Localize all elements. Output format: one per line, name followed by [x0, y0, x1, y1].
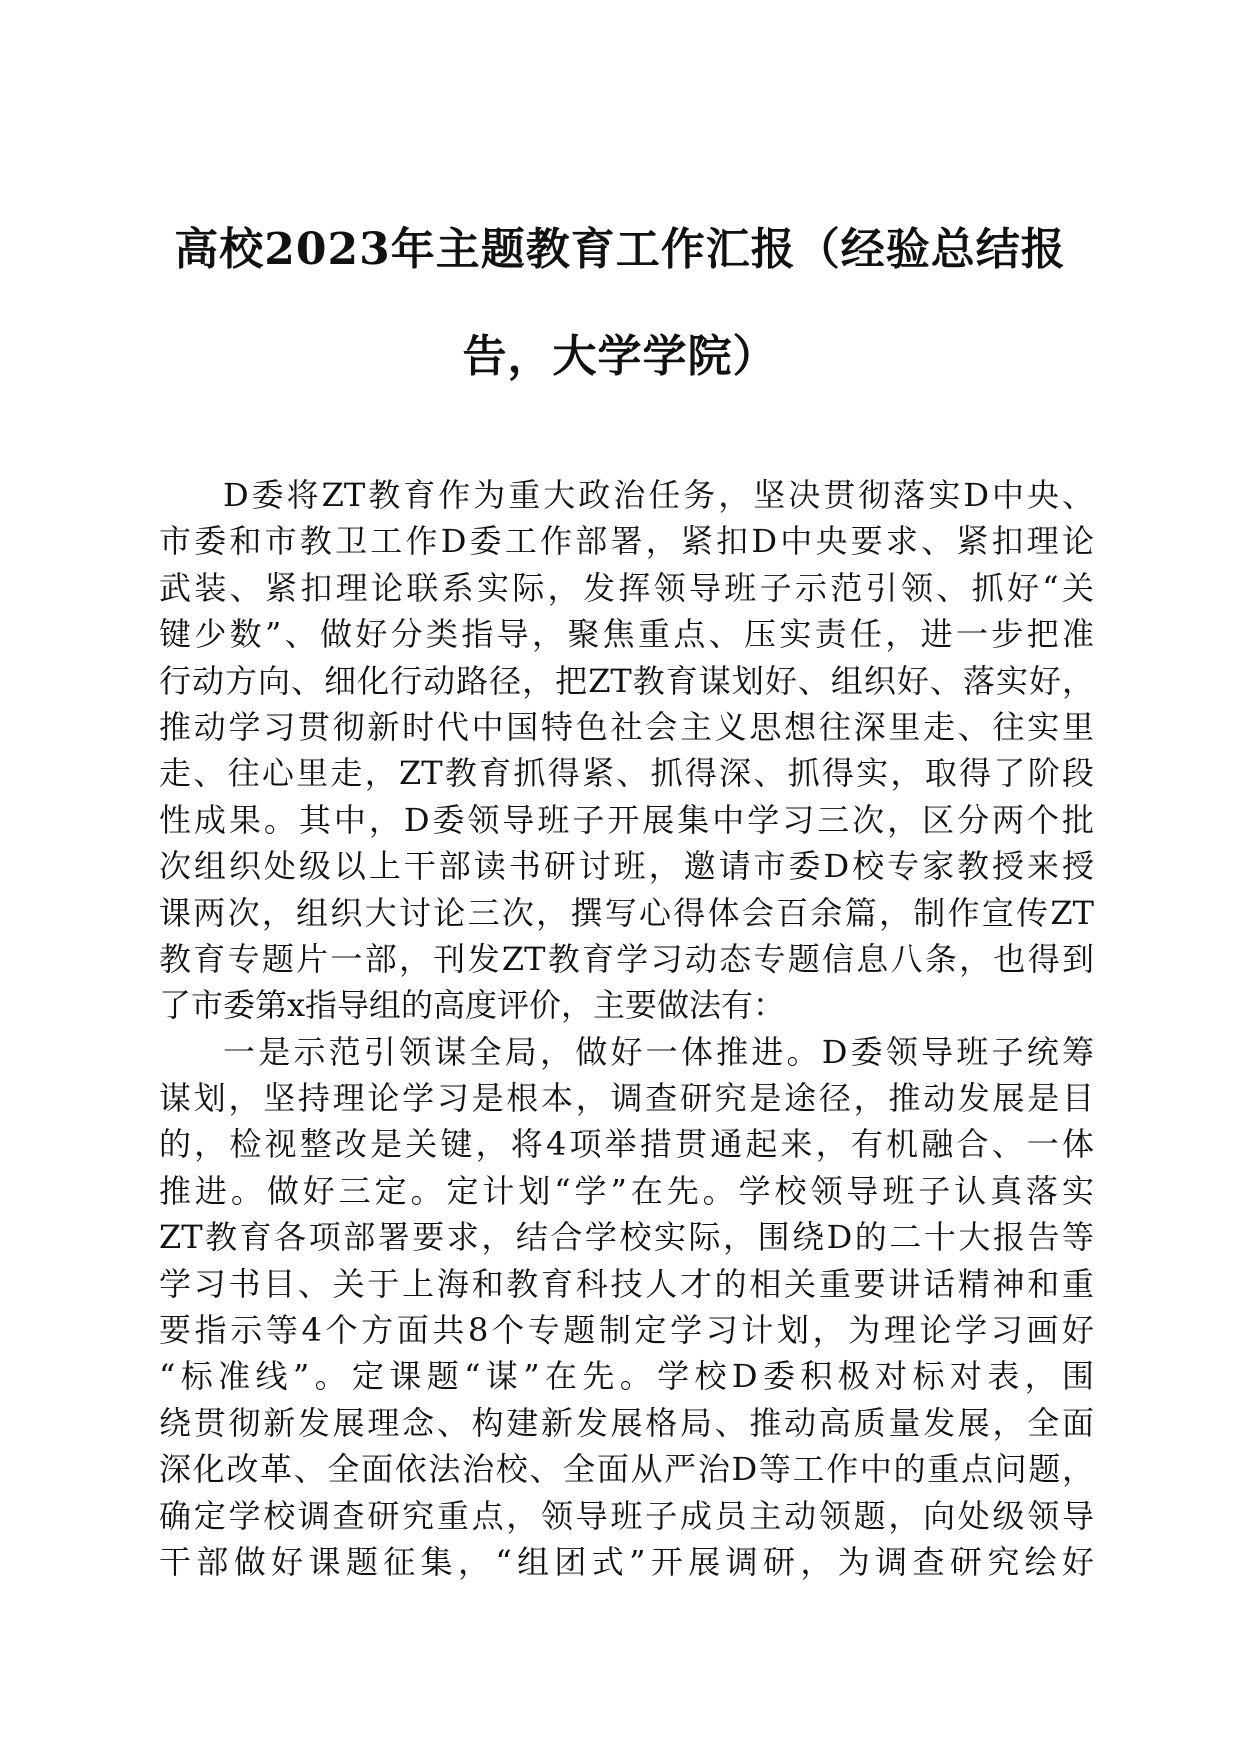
paragraph-line: 深化改革、全面依法治校、全面从严治D等工作中的重点问题，	[159, 1450, 1094, 1489]
paragraph-line: D委将ZT教育作为重大政治任务，坚决贯彻落实D中央、	[223, 476, 1094, 514]
document-body	[159, 472, 1094, 1585]
paragraph-line: 绕贯彻新发展理念、构建新发展格局、推动高质量发展，全面	[159, 1403, 1094, 1442]
paragraph-line: 要指示等4个方面共8个专题制定学习计划，为理论学习画好	[159, 1311, 1094, 1350]
paragraph-1	[159, 472, 1094, 1029]
paragraph-line: 教育专题片一部，刊发ZT教育学习动态专题信息八条，也得到	[159, 939, 1094, 978]
paragraph-line: 性成果。其中，D委领导班子开展集中学习三次，区分两个批	[159, 800, 1094, 839]
paragraph-line: 推进。做好三定。定计划“学”在先。学校领导班子认真落实	[159, 1171, 1094, 1210]
paragraph-line: 确定学校调查研究重点，领导班子成员主动领题，向处级领导	[159, 1496, 1094, 1535]
paragraph-line: 干部做好课题征集，“组团式”开展调研，为调查研究绘好	[159, 1542, 1094, 1581]
paragraph-line: 次组织处级以上干部读书研讨班，邀请市委D校专家教授来授	[159, 847, 1094, 886]
paragraph-line: 推动学习贯彻新时代中国特色社会主义思想往深里走、往实里	[159, 707, 1094, 746]
paragraph-line: 的，检视整改是关键，将4项举措贯通起来，有机融合、一体	[159, 1125, 1094, 1164]
paragraph-line: 键少数”、做好分类指导，聚焦重点、压实责任，进一步把准	[159, 615, 1094, 654]
title-line-2: 告，大学学院）	[462, 331, 778, 382]
paragraph-2	[159, 1029, 1094, 1586]
paragraph-line: 了市委第x指导组的高度评价，主要做法有：	[159, 986, 786, 1025]
paragraph-line: “标准线”。定课题“谋”在先。学校D委积极对标对表，围	[159, 1357, 1094, 1396]
document-title	[140, 220, 1100, 387]
paragraph-line: ZT教育各项部署要求，结合学校实际，围绕D的二十大报告等	[159, 1218, 1094, 1257]
paragraph-line: 学习书目、关于上海和教育科技人才的相关重要讲话精神和重	[159, 1264, 1094, 1303]
paragraph-line: 课两次，组织大讨论三次，撰写心得体会百余篇，制作宣传ZT	[159, 893, 1094, 932]
paragraph-line: 武装、紧扣理论联系实际，发挥领导班子示范引领、抓好“关	[159, 568, 1094, 607]
paragraph-line: 市委和市教卫工作D委工作部署，紧扣D中央要求、紧扣理论	[159, 522, 1094, 561]
paragraph-line: 一是示范引领谋全局，做好一体推进。D委领导班子统筹	[223, 1032, 1094, 1071]
paragraph-line: 走、往心里走，ZT教育抓得紧、抓得深、抓得实，取得了阶段	[159, 754, 1094, 793]
paragraph-line: 行动方向、细化行动路径，把ZT教育谋划好、组织好、落实好，	[159, 661, 1094, 700]
title-line-1: 高校2023年主题教育工作汇报（经验总结报	[174, 224, 1066, 275]
paragraph-line: 谋划，坚持理论学习是根本，调查研究是途径，推动发展是目	[159, 1079, 1094, 1118]
